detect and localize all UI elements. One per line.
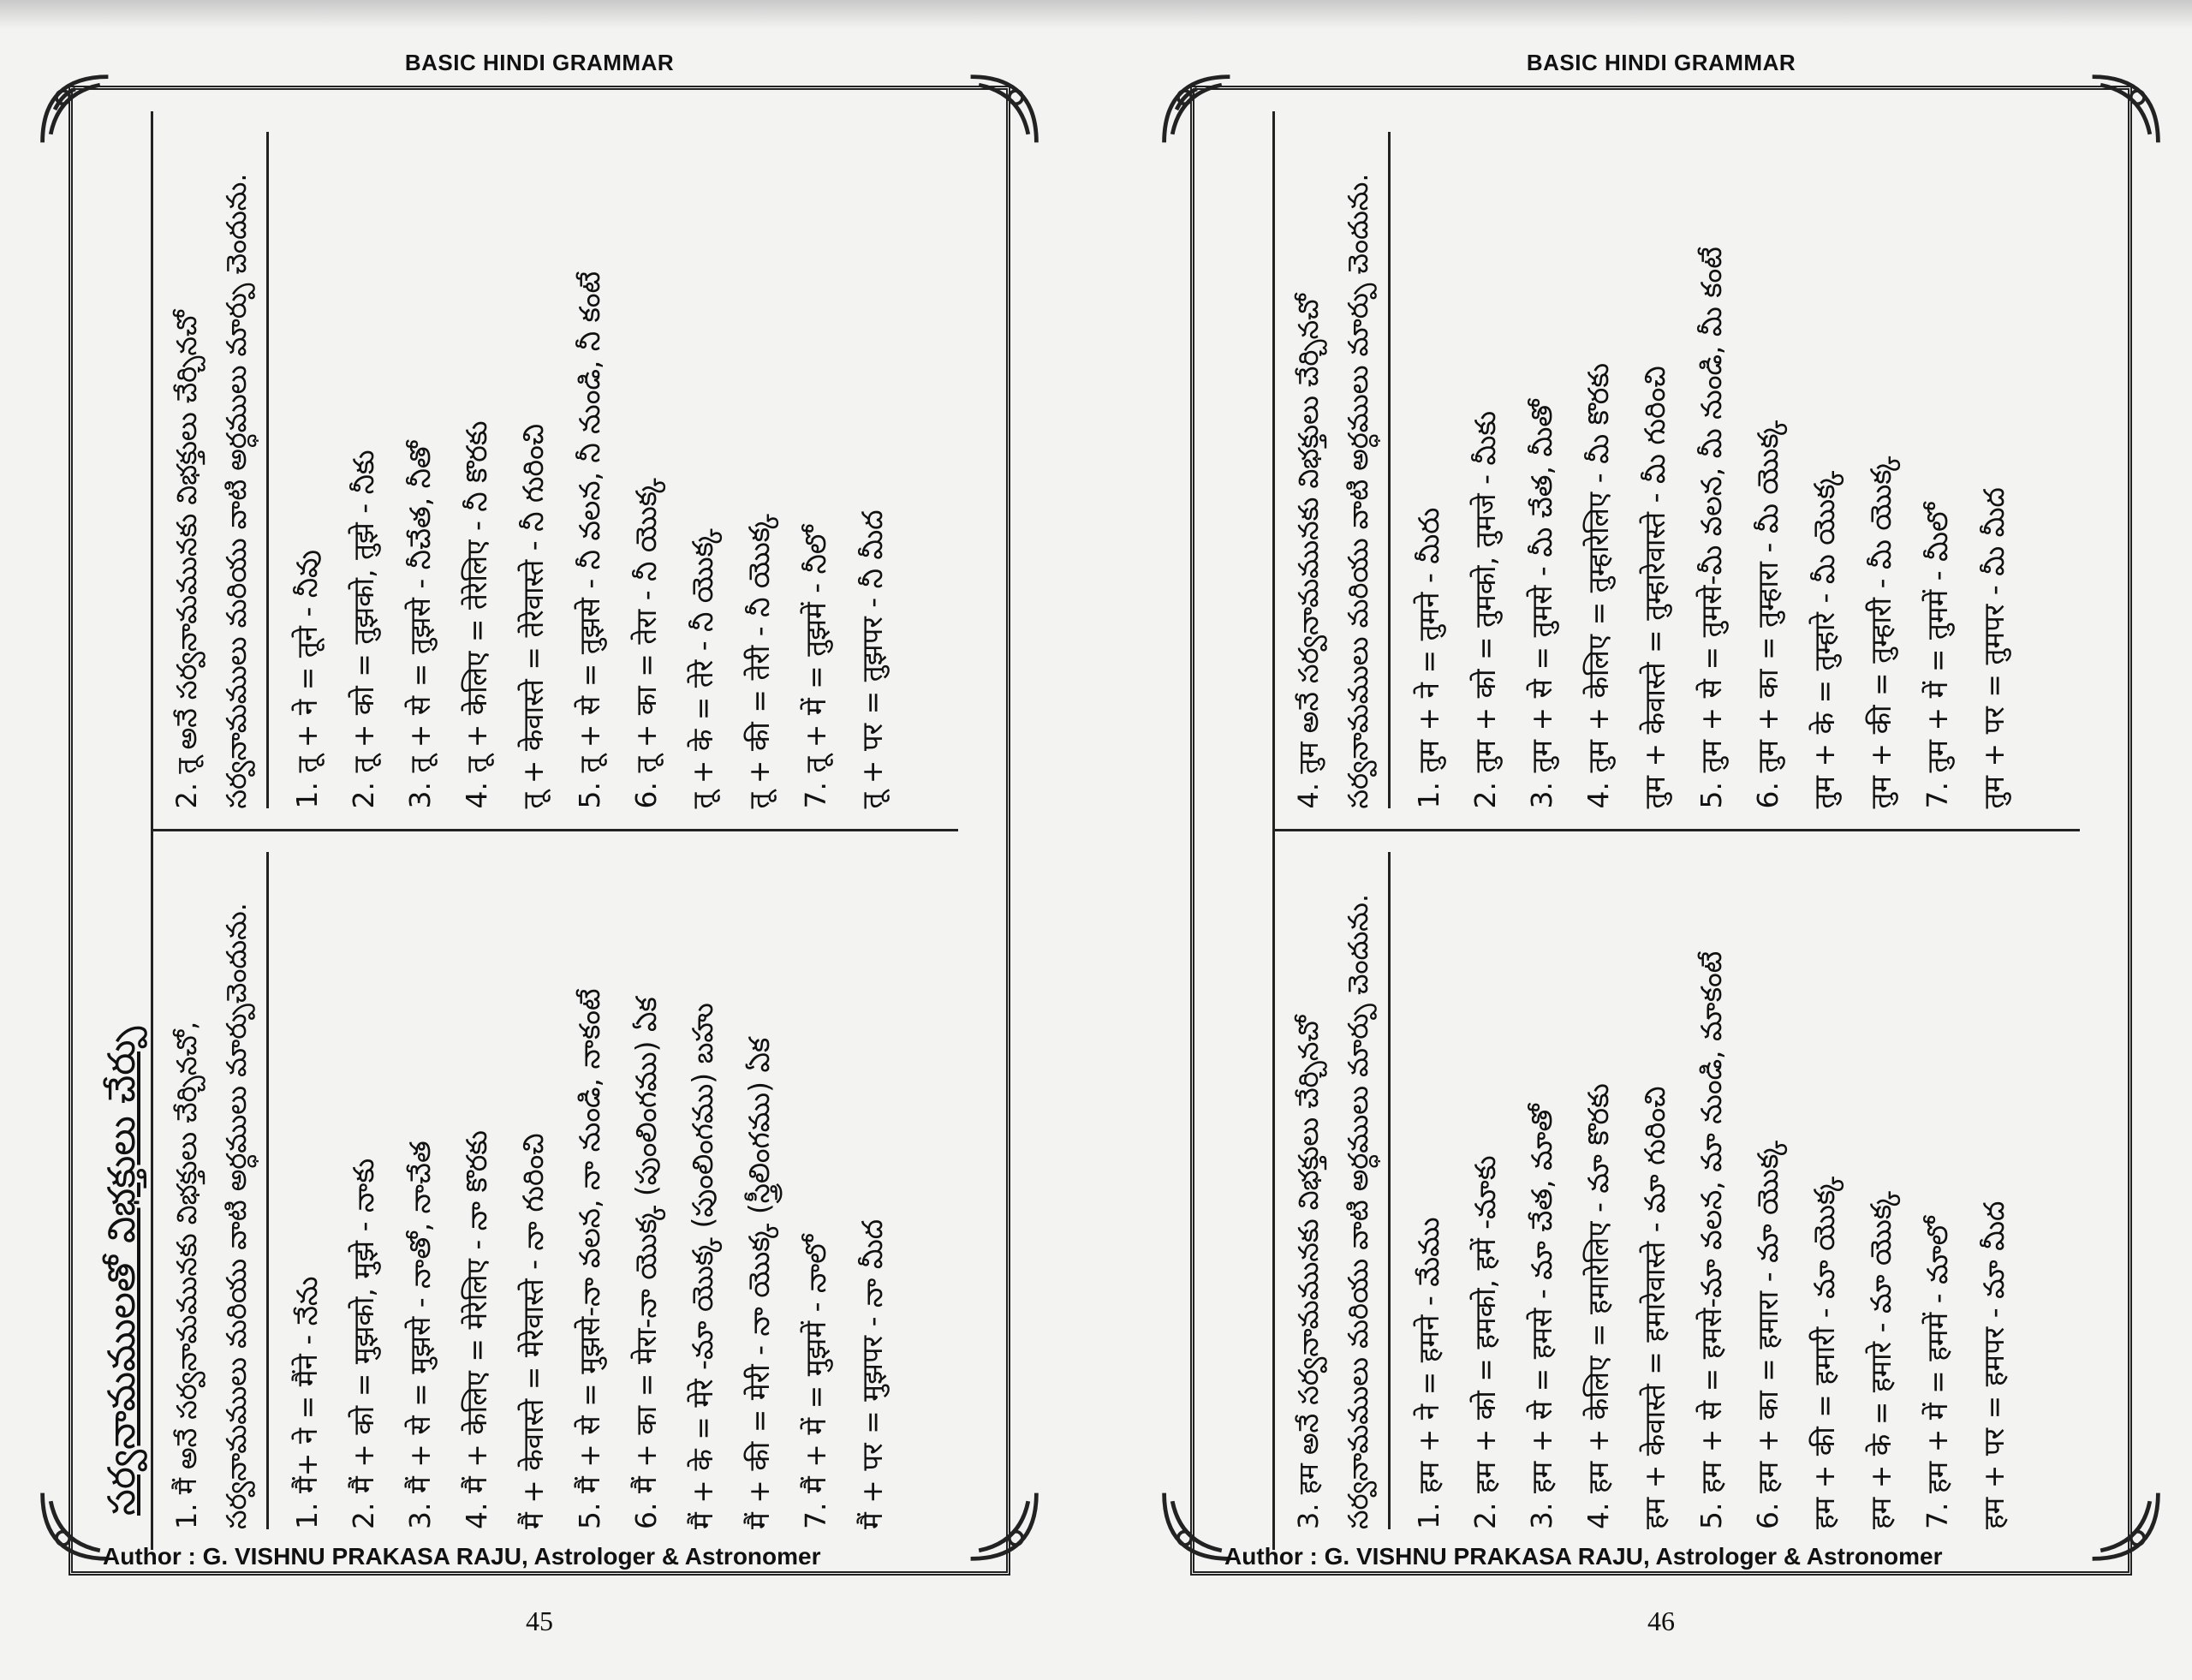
list-item: 5. तू + से = तुझसे - నీ వలన, నీ నుండి, నీ కంటే <box>573 271 606 809</box>
page-title <box>1216 111 1272 1550</box>
page-46 <box>1139 34 2183 1653</box>
list-item: 2. मैं + को = मुझको, मुझे - నాకు <box>347 1158 380 1529</box>
list-item: तुम + केवास्ते = तुम्हारेवास्ते - మీ గురించి <box>1638 366 1671 809</box>
rotated-content <box>94 111 968 1550</box>
list-item: 1. मैं+ ने = मैंने - నేను <box>290 1276 324 1529</box>
list-item: तू + केवास्ते = तेरेवास्ते - నీ గురించి <box>516 423 550 809</box>
list-item: तू + की = तेरी - నీ యొక్క <box>742 514 776 809</box>
section-intro: 2. तू అనే సర్వనామమునకు విభక్తులు చేర్చినచో సర్వనామములు మరియు వాటి అర్ధములు మార్పు చెందును. <box>162 132 269 809</box>
list-item: 5. हम + से = हमसे-మా వలన, మా నుండి, మాకంటే <box>1695 950 1728 1529</box>
corner-ornament-icon <box>962 69 1045 151</box>
section-intro: 4. तुम అనే సర్వనామమునకు విభక్తులు చేర్చినచో సర్వనామములు మరియు వాటి అర్ధములు మార్పు చెందును. <box>1284 132 1391 809</box>
page-footer: Author : G. VISHNU PRAKASA RAJU, Astrologer & Astronomer <box>103 1543 821 1570</box>
list-item: 3. मैं + से = मुझसे - నాతో, నాచేత <box>403 1141 437 1529</box>
list-item: 6. तुम + का = तुम्हारा - మీ యొక్క <box>1751 420 1784 809</box>
section-intro: 3. हम అనే సర్వనామమునకు విభక్తులు చేర్చినచో సర్వనామములు మరియు వాటి అర్ధములు మార్పు చెందును. <box>1284 853 1391 1530</box>
page-header: BASIC HINDI GRAMMAR <box>1526 50 1796 75</box>
list-item: 1. तू + ने = तूने - నీవు <box>290 550 324 809</box>
section-mai <box>153 832 958 1551</box>
page-number: 45 <box>526 1606 553 1636</box>
list-item: मैं + पर = मुझपर - నా మీద <box>855 1218 889 1529</box>
list-item: हम + पर = हमपर - మా మీద <box>1977 1200 2010 1529</box>
page-45 <box>17 34 1062 1653</box>
list-item: मैं + की = मेरी - నా యొక్క (స్త్రీలింగము) ఏక <box>742 1037 776 1529</box>
list-item: 6. तू + का = तेरा - నీ యొక్క <box>629 478 663 809</box>
list-item: तू + के = तेरे - నీ యొక్క <box>686 528 719 809</box>
list-item: तू + पर = तुझपर - నీ మీద <box>855 509 889 809</box>
list-item: 3. तू + से = तुझसे - నీచేత, నీతో <box>403 440 437 809</box>
section-intro: 1. मैं అనే సర్వనామమునకు విభక్తులు చేర్చినచో, సర్వనామములు మరియు వాటి అర్ధములు మార్పుచెందును. <box>162 853 269 1530</box>
list-item: 4. हम + केलिए = हमारेलिए - మా కొరకు <box>1581 1083 1615 1529</box>
page-number: 46 <box>1647 1606 1675 1636</box>
list-item: 4. तू + केलिए = तेरेलिए - నీ కొరకు <box>460 420 493 809</box>
list-item: 5. मैं + से = मुझसे-నా వలన, నా నుండి, నాకంటే <box>573 988 606 1529</box>
list-item: 7. मैं + में = मुझमें - నాలో <box>799 1234 832 1529</box>
list-item: 4. मैं + केलिए = मेरेलिए - నా కొరకు <box>460 1130 493 1529</box>
scan-shadow <box>0 0 2192 29</box>
list-item: 1. हम + ने = हमने - మేము <box>1412 1217 1445 1529</box>
list-item: 3. तुम + से = तुमसे - మీ చేత, మీతో <box>1525 399 1558 809</box>
content-grid <box>151 111 958 1550</box>
list-item: 2. तुम + को = तुमको, तुमजे - మీకు <box>1468 410 1502 809</box>
page-title: సర్వనామములతో విభక్తులు చేర్పు <box>100 1026 144 1516</box>
section-ham <box>1275 832 2080 1551</box>
section-tu <box>153 111 958 832</box>
list-item: 3. हम + से = हमसे - మా చేత, మాతో <box>1525 1104 1558 1529</box>
list-item: मैं + केवास्ते = मेरेवास्ते - నా గురించి <box>516 1133 550 1529</box>
page-footer: Author : G. VISHNU PRAKASA RAJU, Astrologer & Astronomer <box>1224 1543 1943 1570</box>
list-item: हम + की = हमारी - మా యొక్క <box>1808 1176 1841 1529</box>
list-item: 7. हम + में = हममें - మాలో <box>1921 1216 1954 1529</box>
list-item: 7. तुम + में = तुममें - మీలో <box>1921 502 1954 809</box>
rotated-content <box>1216 111 2089 1550</box>
list-item: हम + के = हमारे - మా యొక్క <box>1864 1190 1897 1529</box>
list-item: 7. तू + में = तुझमें - నీలో <box>799 525 832 809</box>
list-item: तुम + की = तुम्हारी - మీ యొక్క <box>1864 456 1897 809</box>
list-item: 4. तुम + केलिए = तुम्हारेलिए - మీ కొరకు <box>1581 363 1615 809</box>
list-item: तुम + पर = तुमपर - మీ మీద <box>1977 487 2010 809</box>
list-item: हम + केवास्ते = हमारेवास्ते - మా గురించి <box>1638 1086 1671 1529</box>
content-grid <box>1272 111 2080 1550</box>
list-item: तुम + के = तुम्हारे - మీ యొక్క <box>1808 470 1841 809</box>
section-tum <box>1275 111 2080 832</box>
page-header: BASIC HINDI GRAMMAR <box>404 50 675 75</box>
list-item: 2. तू + को = तुझको, तुझे - నీకు <box>347 450 380 809</box>
list-item: 2. हम + को = हमको, हमें -మాకు <box>1468 1155 1502 1529</box>
list-item: 6. हम + का = हमारा - మా యొక్క <box>1751 1140 1784 1529</box>
list-item: मैं + के = मेरे -మా యొక్క (పుంలింగము) బహు <box>686 1003 719 1529</box>
list-item: 1. तुम + ने = तुमने - మీరు <box>1412 507 1445 809</box>
list-item: 5. तुम + से = तुमसे-మీ వలన, మీ నుండి, మీ కంటే <box>1695 247 1728 809</box>
corner-ornament-icon <box>2084 69 2166 151</box>
list-item: 6. मैं + का = मेरा-నా యొక్క (పుంలింగము) ఏక <box>629 997 663 1529</box>
